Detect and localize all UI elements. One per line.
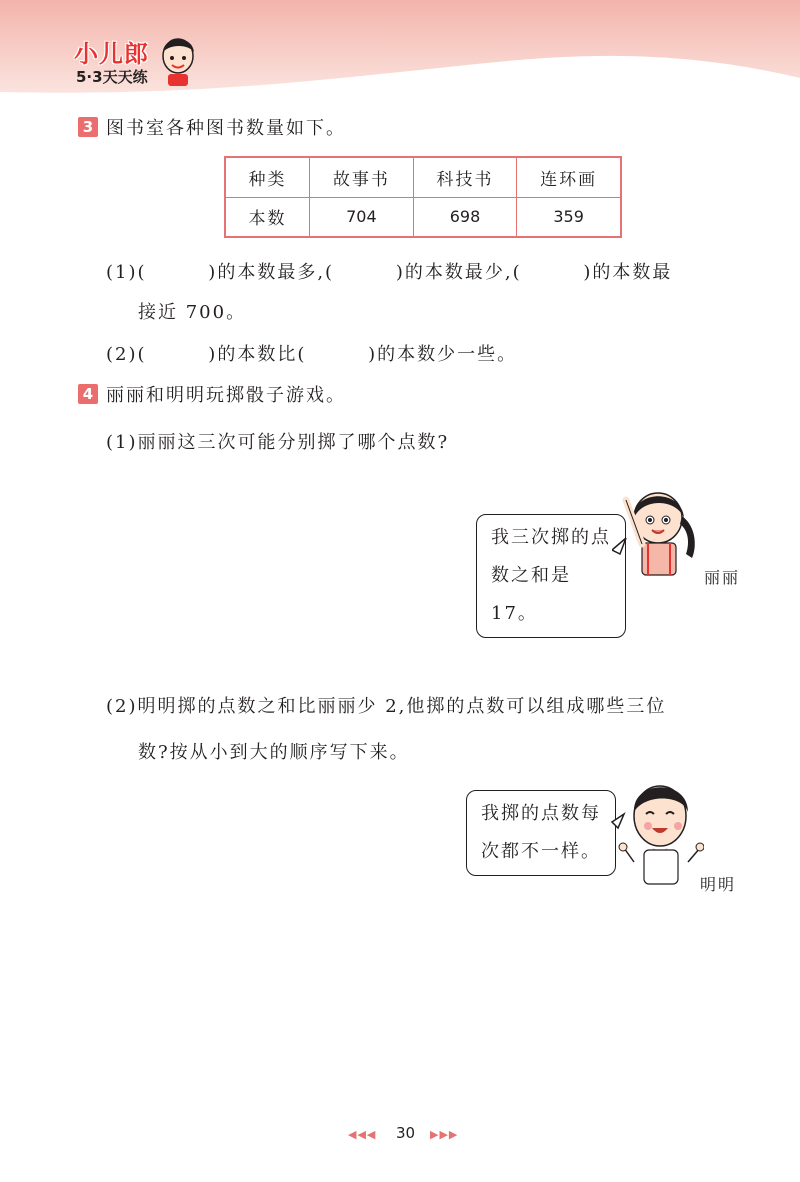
page-number: 30	[396, 1124, 416, 1142]
question-4-part-2-line-1: (2)明明掷的点数之和比丽丽少 2,他掷的点数可以组成哪些三位	[106, 696, 667, 717]
table-row-label: 本数	[225, 197, 310, 237]
question-4-stem: 丽丽和明明玩掷骰子游戏。	[106, 385, 346, 406]
page-footer	[340, 1124, 470, 1146]
brand-logo	[70, 32, 200, 92]
table-cell: 359	[517, 197, 621, 237]
mingming-bubble-line-1: 我掷的点数每	[481, 803, 601, 824]
table-header-cell: 种类	[225, 157, 310, 197]
question-4-number: 4	[78, 384, 98, 404]
table-cell: 704	[310, 197, 414, 237]
lili-name-label: 丽丽	[704, 568, 741, 587]
table-row	[225, 197, 621, 237]
lili-girl-icon	[612, 488, 702, 588]
lili-bubble-line-2: 数之和是 17。	[491, 565, 571, 624]
next-arrows-icon: ▶▶▶	[430, 1128, 459, 1141]
question-3-number: 3	[78, 117, 98, 137]
question-3-part-1-line-2: 接近 700。	[138, 302, 247, 323]
question-3-stem: 图书室各种图书数量如下。	[106, 118, 346, 139]
table-header-cell: 连环画	[517, 157, 621, 197]
prev-arrows-icon: ◀◀◀	[348, 1128, 377, 1141]
table-header-cell: 科技书	[413, 157, 517, 197]
lili-bubble-line-1: 我三次掷的点	[491, 527, 611, 548]
mingming-boy-icon	[604, 776, 704, 892]
logo-title: 小儿郎	[74, 40, 149, 68]
question-3-part-1-line-1: (1)( )的本数最多,( )的本数最少,( )的本数最	[106, 262, 673, 283]
table-header-cell: 故事书	[310, 157, 414, 197]
books-table	[224, 156, 622, 238]
lili-speech-bubble	[476, 514, 626, 638]
mingming-bubble-line-2: 次都不一样。	[481, 841, 601, 862]
question-3-part-2: (2)( )的本数比( )的本数少一些。	[106, 344, 518, 365]
table-header-row	[225, 157, 621, 197]
question-4-part-1: (1)丽丽这三次可能分别掷了哪个点数?	[106, 432, 450, 453]
table-cell: 698	[413, 197, 517, 237]
mascot-boy-icon	[158, 32, 198, 88]
mingming-name-label: 明明	[700, 875, 737, 894]
logo-subtitle: 5·3天天练	[76, 68, 148, 86]
mingming-speech-bubble	[466, 790, 616, 876]
question-4-part-2-line-2: 数?按从小到大的顺序写下来。	[138, 742, 410, 763]
